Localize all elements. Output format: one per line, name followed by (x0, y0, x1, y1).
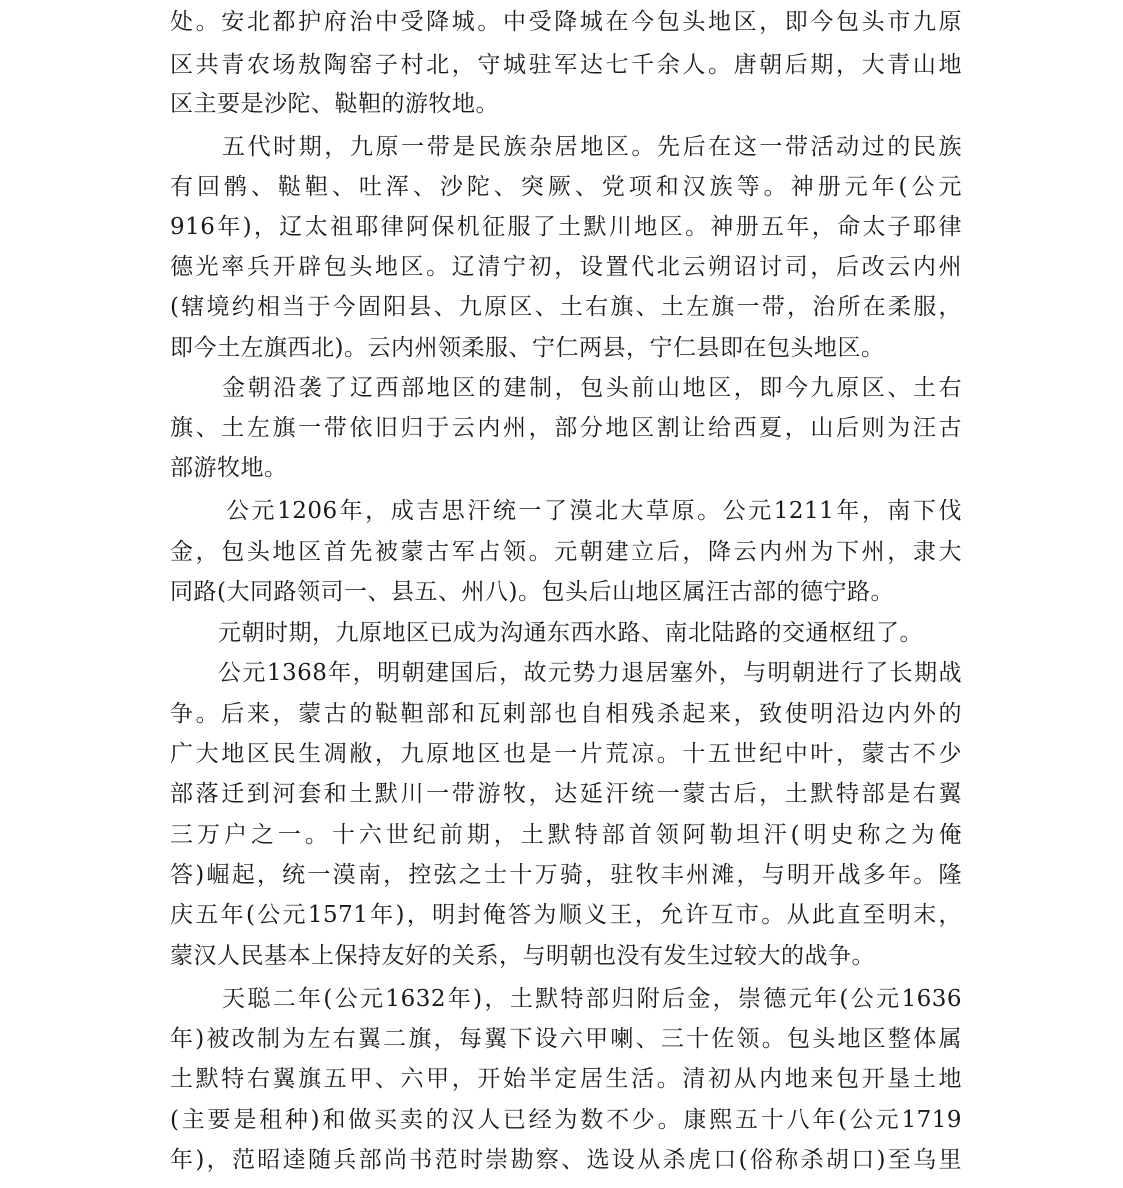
text-line: 处。安北都护府治中受降城。中受降城在今包头地区，即今包头市九原 (170, 9, 962, 35)
text-line: 三万户之一。十六世纪前期，土默特部首领阿勒坦汗(明史称之为俺 (170, 822, 962, 848)
text-line: 同路(大同路领司一、县五、州八)。包头后山地区属汪古部的德宁路。 (170, 579, 894, 605)
text-line: 争。后来，蒙古的鞑靼部和瓦剌部也自相残杀起来，致使明沿边内外的 (170, 701, 962, 727)
text-line: (主要是租种)和做买卖的汉人已经为数不少。康熙五十八年(公元1719 (170, 1107, 962, 1133)
text-line: 有回鹘、鞑靼、吐浑、沙陀、突厥、党项和汉族等。神册元年(公元 (170, 174, 962, 200)
text-line: 区主要是沙陀、鞑靼的游牧地。 (170, 91, 499, 117)
text-line: 德光率兵开辟包头地区。辽清宁初，设置代北云朔诏讨司，后改云内州 (170, 254, 962, 280)
text-line: 蒙汉人民基本上保持友好的关系，与明朝也没有发生过较大的战争。 (170, 943, 875, 969)
text-line: 916年)，辽太祖耶律阿保机征服了土默川地区。神册五年，命太子耶律 (170, 214, 962, 240)
paragraph-first-line: 金朝沿袭了辽西部地区的建制，包头前山地区，即今九原区、土右 (222, 375, 962, 401)
text-line: 广大地区民生凋敝，九原地区也是一片荒凉。十五世纪中叶，蒙古不少 (170, 741, 962, 767)
document-page (170, 0, 962, 1188)
text-line: 金，包头地区首先被蒙古军占领。元朝建立后，降云内州为下州，隶大 (170, 539, 962, 565)
text-line: 部落迁到河套和土默川一带游牧，达延汗统一蒙古后，土默特部是右翼 (170, 781, 962, 807)
text-line: 答)崛起，统一漠南，控弦之士十万骑，驻牧丰州滩，与明开战多年。隆 (170, 862, 962, 888)
paragraph-first-line: 元朝时期，九原地区已成为沟通东西水路、南北陆路的交通枢纽了。 (218, 620, 923, 646)
paragraph-first-line: 公元1368年，明朝建国后，故元势力退居塞外，与明朝进行了长期战 (218, 660, 962, 686)
text-line: 即今土左旗西北)。云内州领柔服、宁仁两县，宁仁县即在包头地区。 (170, 335, 885, 361)
paragraph-first-line: 天聪二年(公元1632年)，土默特部归附后金，崇德元年(公元1636 (222, 986, 962, 1012)
text-line: 土默特右翼旗五甲、六甲，开始半定居生活。清初从内地来包开垦土地 (170, 1066, 962, 1092)
text-line: (辖境约相当于今固阳县、九原区、土右旗、土左旗一带，治所在柔服， (170, 294, 962, 320)
text-line: 年)，范昭逵随兵部尚书范时崇勘察、选设从杀虎口(俗称杀胡口)至乌里 (170, 1147, 962, 1173)
text-line: 区共青农场敖陶窑子村北，守城驻军达七千余人。唐朝后期，大青山地 (170, 52, 962, 78)
text-line: 年)被改制为左右翼二旗，每翼下设六甲喇、三十佐领。包头地区整体属 (170, 1026, 962, 1052)
paragraph-first-line: 五代时期，九原一带是民族杂居地区。先后在这一带活动过的民族 (222, 134, 962, 160)
text-line: 旗、土左旗一带依旧归于云内州，部分地区割让给西夏，山后则为汪古 (170, 415, 962, 441)
text-line: 庆五年(公元1571年)，明封俺答为顺义王，允许互市。从此直至明末， (170, 902, 962, 928)
paragraph-first-line: 公元1206年，成吉思汗统一了漠北大草原。公元1211年，南下伐 (226, 498, 962, 524)
text-line: 部游牧地。 (170, 455, 288, 481)
